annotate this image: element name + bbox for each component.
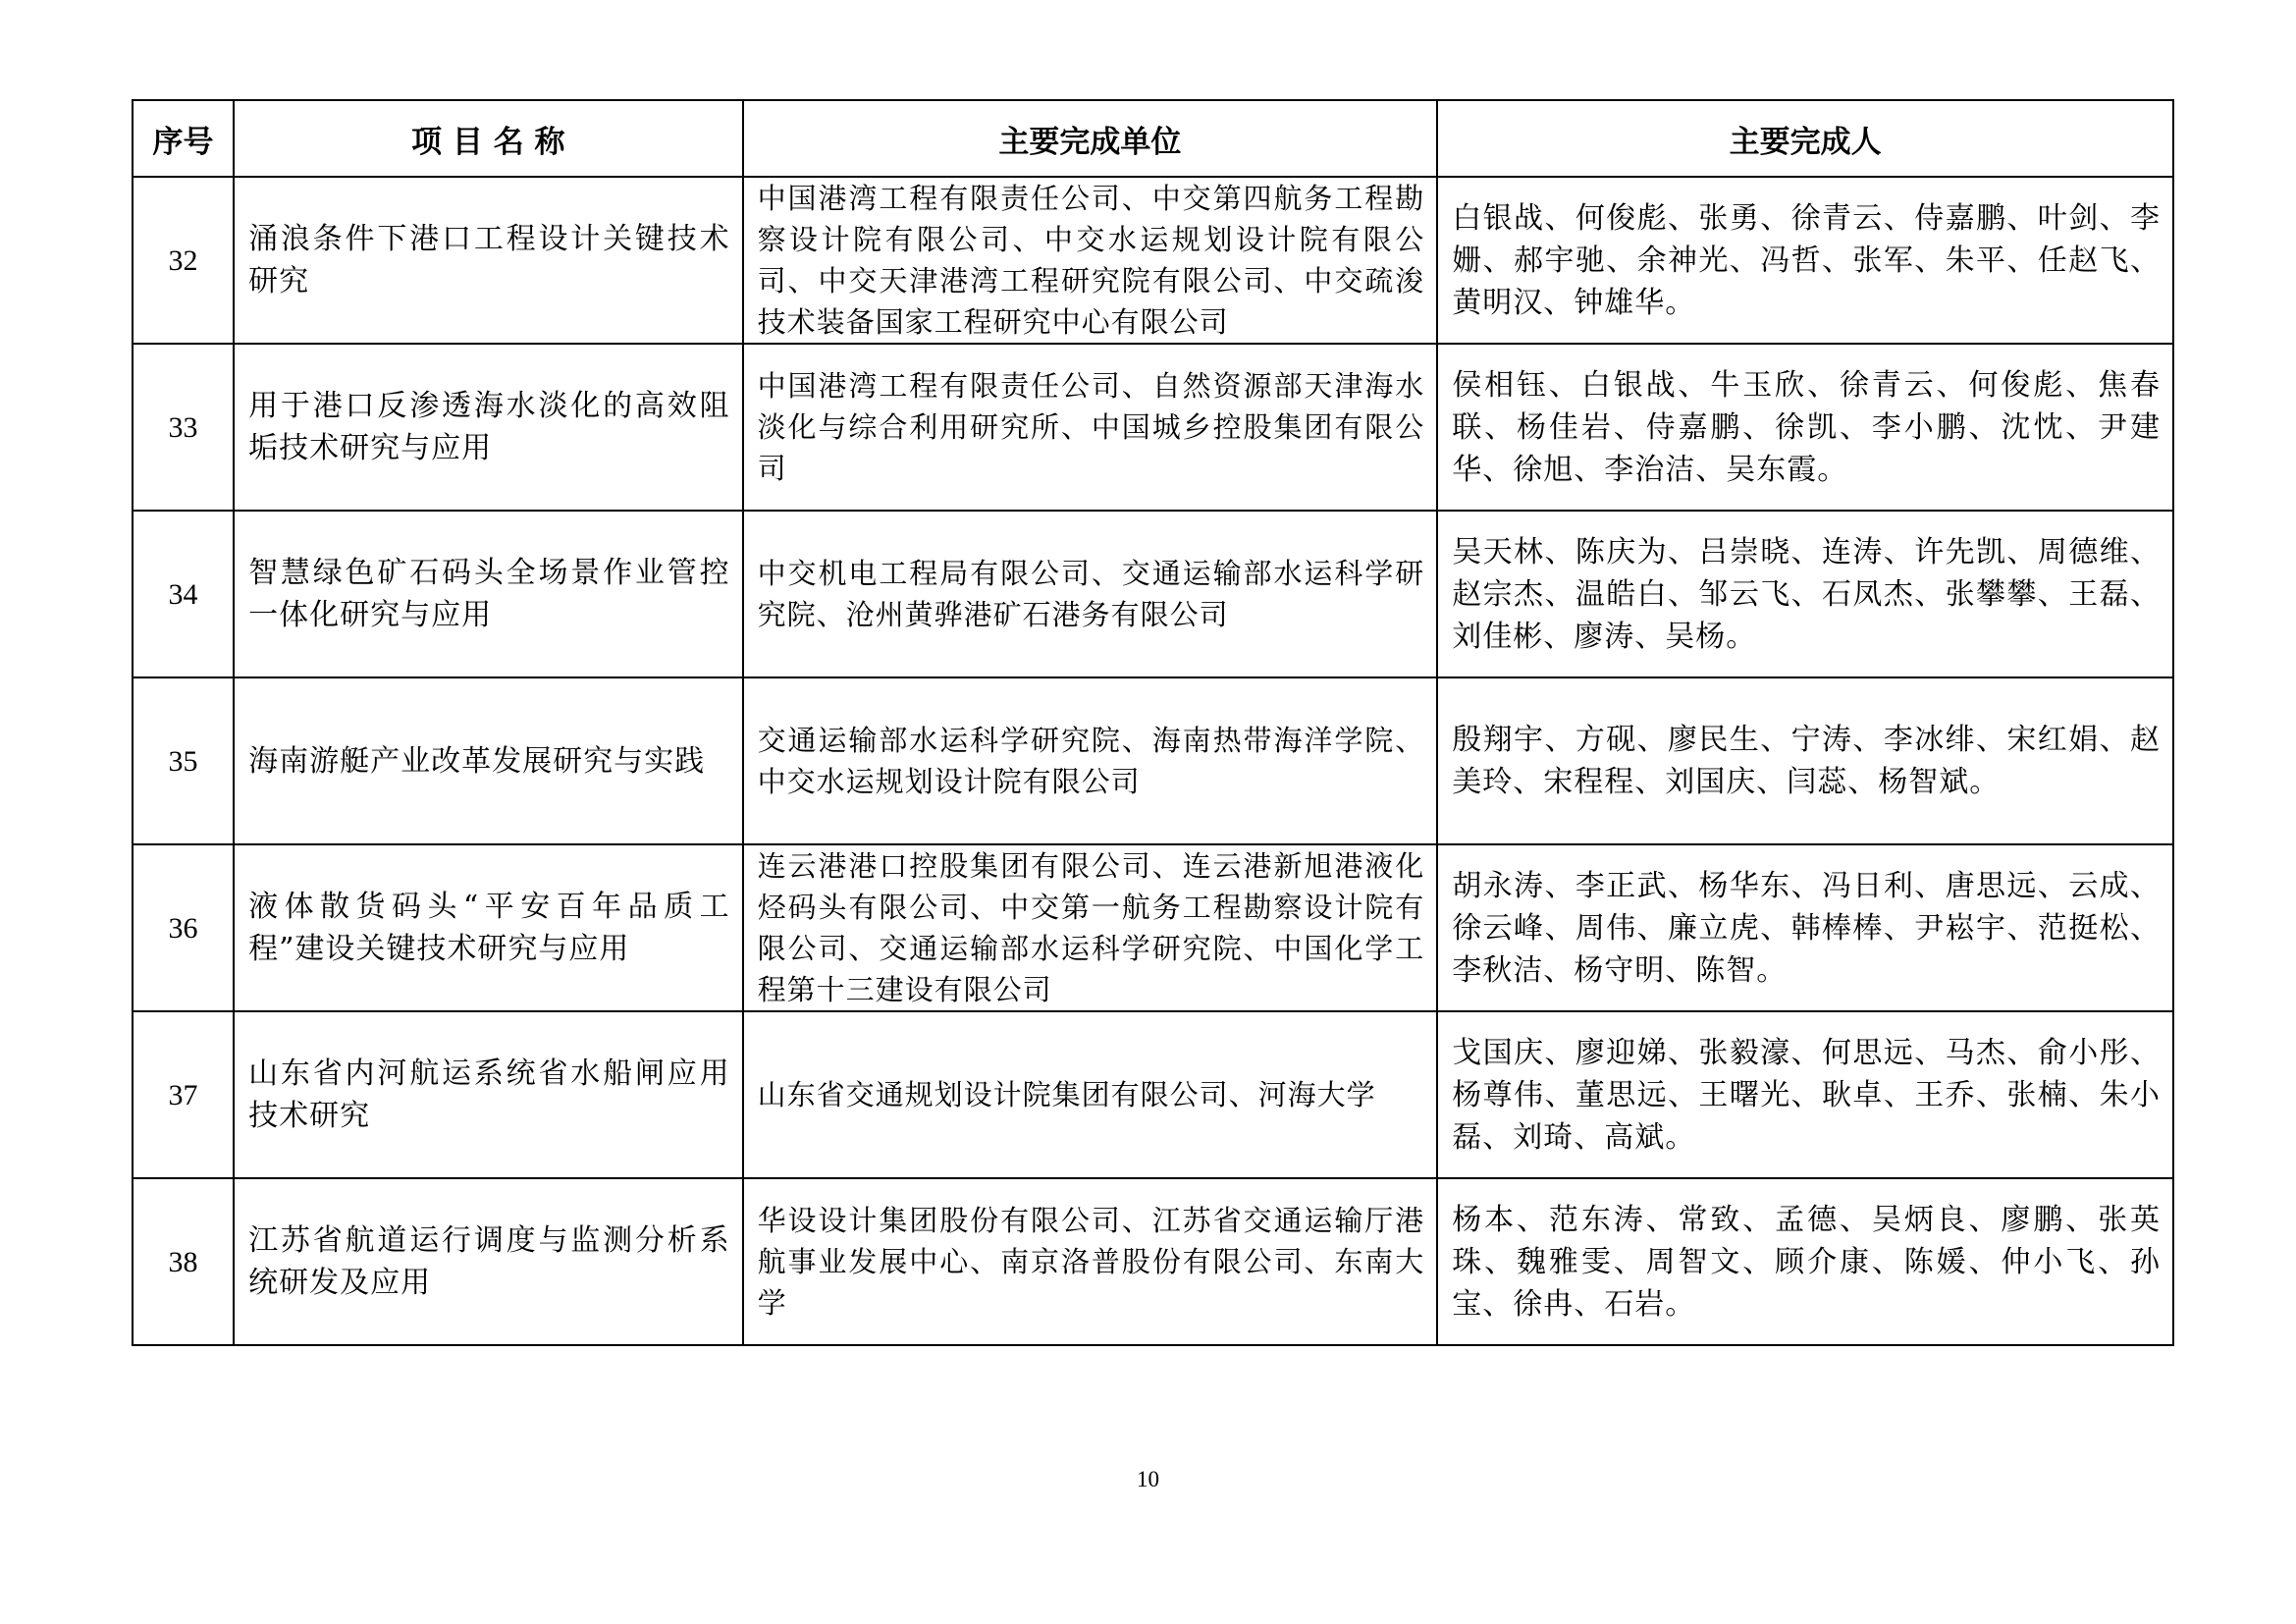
completing-units: 交通运输部水运科学研究院、海南热带海洋学院、中交水运规划设计院有限公司 bbox=[757, 724, 1425, 798]
completing-persons: 杨本、范东涛、常致、孟德、吴炳良、廖鹏、张英珠、魏雅雯、周智文、顾介康、陈媛、仲小飞、孙宝、徐冉、石岩。 bbox=[1452, 1202, 2161, 1322]
completing-persons: 殷翔宇、方砚、廖民生、宁涛、李冰绯、宋红娟、赵美玲、宋程程、刘国庆、闫蕊、杨智斌。 bbox=[1452, 723, 2161, 799]
completing-units-cell bbox=[743, 344, 1438, 511]
table-row bbox=[133, 344, 2173, 511]
awards-table bbox=[132, 99, 2174, 1346]
header-completing-units: 主要完成单位 bbox=[743, 100, 1438, 177]
table-row bbox=[133, 511, 2173, 677]
header-project-name: 项 目 名 称 bbox=[234, 100, 742, 177]
completing-persons: 戈国庆、廖迎娣、张毅濠、何思远、马杰、俞小彤、杨尊伟、董思远、王曙光、耿卓、王乔、张楠、朱小磊、刘琦、高斌。 bbox=[1452, 1035, 2161, 1155]
completing-units: 连云港港口控股集团有限公司、连云港新旭港液化烃码头有限公司、中交第一航务工程勘察设计院有限公司、交通运输部水运科学研究院、中国化学工程第十三建设有限公司 bbox=[757, 849, 1425, 1006]
serial-number: 33 bbox=[133, 344, 234, 511]
completing-units: 中国港湾工程有限责任公司、自然资源部天津海水淡化与综合利用研究所、中国城乡控股集团有限公司 bbox=[757, 369, 1425, 485]
completing-units: 中交机电工程局有限公司、交通运输部水运科学研究院、沧州黄骅港矿石港务有限公司 bbox=[757, 557, 1425, 631]
serial-number: 37 bbox=[133, 1011, 234, 1178]
completing-persons-cell bbox=[1437, 1011, 2173, 1178]
completing-units-cell bbox=[743, 844, 1438, 1011]
completing-units-cell bbox=[743, 1178, 1438, 1345]
table-row bbox=[133, 677, 2173, 844]
serial-number: 38 bbox=[133, 1178, 234, 1345]
completing-units-cell bbox=[743, 1011, 1438, 1178]
completing-persons: 胡永涛、李正武、杨华东、冯日利、唐思远、云成、徐云峰、周伟、廉立虎、韩棒棒、尹崧宇、范挺松、李秋洁、杨守明、陈智。 bbox=[1452, 868, 2161, 988]
table-row bbox=[133, 844, 2173, 1011]
project-name-cell bbox=[234, 844, 742, 1011]
table-row bbox=[133, 177, 2173, 344]
project-name-cell bbox=[234, 677, 742, 844]
project-name: 液体散货码头“平安百年品质工程”建设关键技术研究与应用 bbox=[248, 890, 730, 966]
completing-persons-cell bbox=[1437, 1178, 2173, 1345]
completing-units-cell bbox=[743, 511, 1438, 677]
completing-persons-cell bbox=[1437, 511, 2173, 677]
completing-persons: 吴天林、陈庆为、吕崇晓、连涛、许先凯、周德维、赵宗杰、温皓白、邹云飞、石凤杰、张攀攀、王磊、刘佳彬、廖涛、吴杨。 bbox=[1452, 534, 2161, 654]
serial-number: 34 bbox=[133, 511, 234, 677]
project-name: 海南游艇产业改革发展研究与实践 bbox=[248, 743, 706, 779]
header-completing-persons: 主要完成人 bbox=[1437, 100, 2173, 177]
completing-units-cell bbox=[743, 177, 1438, 344]
serial-number: 32 bbox=[133, 177, 234, 344]
completing-persons: 白银战、何俊彪、张勇、徐青云、侍嘉鹏、叶剑、李姗、郝宇驰、余神光、冯哲、张军、朱平、任赵飞、黄明汉、钟雄华。 bbox=[1452, 200, 2161, 320]
project-name-cell bbox=[234, 1011, 742, 1178]
project-name: 用于港口反渗透海水淡化的高效阻垢技术研究与应用 bbox=[248, 389, 730, 465]
project-name-cell bbox=[234, 1178, 742, 1345]
project-name: 山东省内河航运系统省水船闸应用技术研究 bbox=[248, 1056, 730, 1133]
project-name-cell bbox=[234, 177, 742, 344]
header-serial-number: 序号 bbox=[133, 100, 234, 177]
completing-units: 中国港湾工程有限责任公司、中交第四航务工程勘察设计院有限公司、中交水运规划设计院有限公司、中交天津港湾工程研究院有限公司、中交疏浚技术装备国家工程研究中心有限公司 bbox=[757, 182, 1425, 339]
table-row bbox=[133, 1011, 2173, 1178]
project-name-cell bbox=[234, 511, 742, 677]
completing-persons-cell bbox=[1437, 177, 2173, 344]
completing-units: 华设设计集团股份有限公司、江苏省交通运输厅港航事业发展中心、南京洛普股份有限公司、东南大学 bbox=[757, 1204, 1425, 1320]
completing-units-cell bbox=[743, 677, 1438, 844]
completing-persons-cell bbox=[1437, 844, 2173, 1011]
project-name-cell bbox=[234, 344, 742, 511]
table-row bbox=[133, 1178, 2173, 1345]
serial-number: 36 bbox=[133, 844, 234, 1011]
completing-units: 山东省交通规划设计院集团有限公司、河海大学 bbox=[757, 1078, 1376, 1111]
completing-persons: 侯相钰、白银战、牛玉欣、徐青云、何俊彪、焦春联、杨佳岩、侍嘉鹏、徐凯、李小鹏、沈忱、尹建华、徐旭、李治洁、吴东霞。 bbox=[1452, 367, 2161, 487]
completing-persons-cell bbox=[1437, 677, 2173, 844]
completing-persons-cell bbox=[1437, 344, 2173, 511]
project-name: 江苏省航道运行调度与监测分析系统研发及应用 bbox=[248, 1223, 730, 1300]
project-name: 智慧绿色矿石码头全场景作业管控一体化研究与应用 bbox=[248, 556, 730, 632]
serial-number: 35 bbox=[133, 677, 234, 844]
page-number: 10 bbox=[1137, 1467, 1159, 1491]
table-header-row bbox=[133, 100, 2173, 177]
project-name: 涌浪条件下港口工程设计关键技术研究 bbox=[248, 222, 730, 298]
